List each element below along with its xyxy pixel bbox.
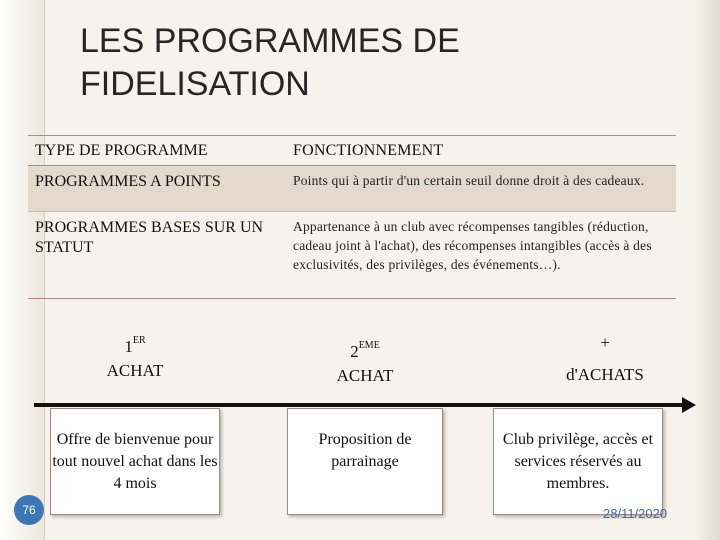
row-desc: Points qui à partir d'un certain seuil donne droit à des cadeaux. xyxy=(293,173,645,188)
title-line-1: LES PROGRAMMES DE xyxy=(80,22,460,60)
row-desc: Appartenance à un club avec récompenses tangibles (réduction, cadeau joint à l'achat), des récompenses intangibles (accès à des exclusivités, des privilèges, des événements…). xyxy=(293,219,652,272)
box-welcome-offer: Offre de bienvenue pour tout nouvel achat dans les 4 mois xyxy=(50,408,220,515)
program-table xyxy=(28,135,676,299)
header-function: FONCTIONNEMENT xyxy=(293,142,444,159)
slide-title xyxy=(80,20,640,106)
right-decor-edge xyxy=(694,0,720,540)
row-type: PROGRAMMES A POINTS xyxy=(35,173,221,190)
timeline-arrow xyxy=(34,403,686,407)
box-referral: Proposition de parrainage xyxy=(287,408,443,515)
arrow-head-icon xyxy=(682,397,696,413)
box-privilege-club: Club privilège, accès et services réservés au membres. xyxy=(493,408,663,515)
stage-label: d'ACHATS xyxy=(566,365,644,384)
stage-number: 1ER xyxy=(124,335,146,356)
header-type: TYPE DE PROGRAMME xyxy=(35,141,208,159)
stage-number: 2EME xyxy=(350,340,380,361)
stage-label: ACHAT xyxy=(106,361,164,380)
table-header-row xyxy=(28,135,676,166)
stage-label: ACHAT xyxy=(336,366,394,385)
page-number-badge: 76 xyxy=(14,495,44,525)
title-line-2: FIDELISATION xyxy=(80,65,310,103)
stage-number: + xyxy=(600,333,610,352)
stage-first-purchase xyxy=(95,337,175,381)
slide-date: 28/11/2020 xyxy=(603,506,668,521)
row-type: PROGRAMMES BASES SUR UN STATUT xyxy=(35,219,264,256)
stage-second-purchase xyxy=(322,342,408,386)
table-row xyxy=(28,166,676,212)
stage-more-purchases xyxy=(550,333,660,385)
table-row xyxy=(28,212,676,299)
